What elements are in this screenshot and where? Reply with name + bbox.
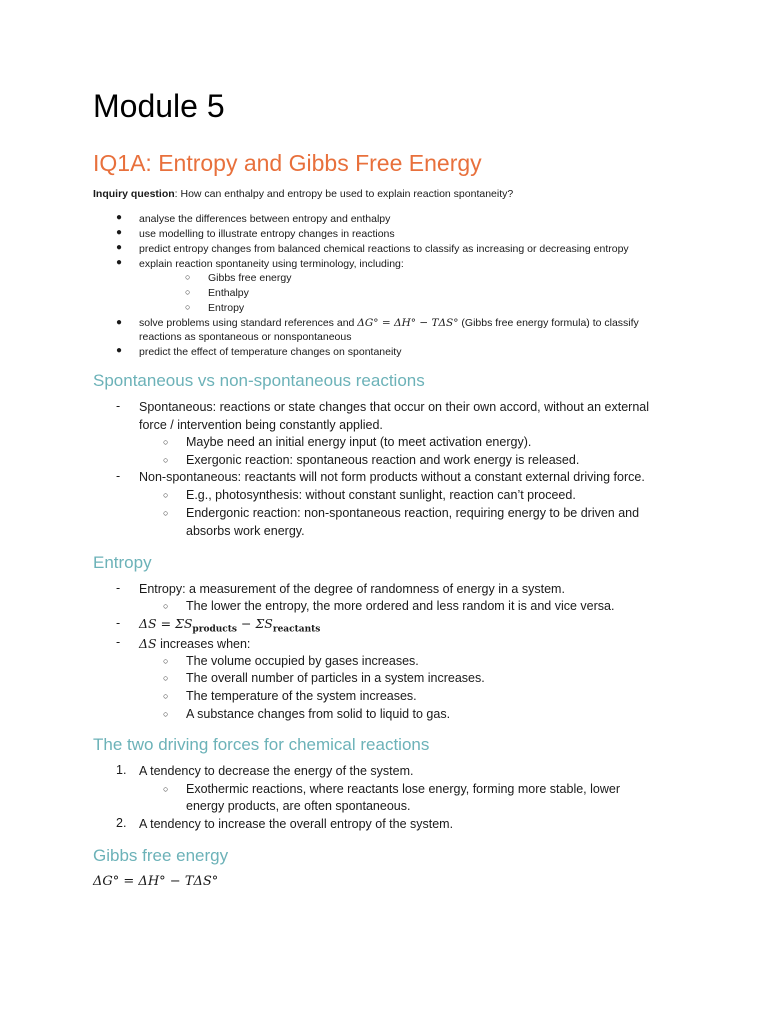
objective-formula-item [139, 316, 639, 330]
inquiry-question [93, 187, 513, 201]
spontaneous-heading: Spontaneous vs non-spontaneous reactions [93, 371, 425, 390]
entropy-formula-mid: − ΣS [237, 616, 273, 631]
entropy-increase-condition: The temperature of the system increases. [186, 689, 417, 703]
spontaneous-sub-item: Maybe need an initial energy input (to meet activation energy). [186, 435, 532, 449]
dash-bullet: - [116, 635, 121, 649]
dash-bullet: - [116, 399, 121, 413]
bullet-icon: ● [116, 345, 123, 356]
circle-bullet-icon: ○ [185, 302, 191, 312]
objective-sub-item: Entropy [208, 302, 245, 314]
inquiry-text: : How can enthalpy and entropy be used to explain reaction spontaneity? [174, 188, 514, 200]
nonspontaneous-sub-item-line2: absorbs work energy. [186, 524, 305, 538]
spontaneous-item-line2: force / intervention being constantly applied. [139, 418, 383, 432]
section-title: IQ1A: Entropy and Gibbs Free Energy [93, 150, 482, 176]
nonspontaneous-item: Non-spontaneous: reactants will not form products without a constant external driving force. [139, 470, 645, 484]
circle-bullet-icon: ○ [163, 508, 169, 518]
objective-item: analyse the differences between entropy and enthalpy [139, 213, 391, 225]
circle-bullet-icon: ○ [163, 691, 169, 701]
inquiry-label: Inquiry question [93, 188, 175, 200]
entropy-formula-sub-reactants: reactants [272, 624, 321, 635]
entropy-formula-main: ΔS = ΣS [139, 616, 193, 631]
objective-formula-math: ΔG° = ΔH° − TΔS° [357, 317, 459, 329]
driving-force-item: A tendency to increase the overall entropy of the system. [139, 817, 454, 831]
objective-sub-item: Gibbs free energy [208, 272, 292, 284]
bullet-icon: ● [116, 227, 123, 238]
driving-forces-heading: The two driving forces for chemical reactions [93, 735, 430, 754]
bullet-icon: ● [116, 317, 123, 328]
gibbs-formula: ΔG° = ΔH° − TΔS° [93, 874, 219, 889]
entropy-increase-condition: The overall number of particles in a system increases. [186, 671, 485, 685]
entropy-definition: Entropy: a measurement of the degree of randomness of energy in a system. [139, 582, 565, 596]
entropy-increase-condition: A substance changes from solid to liquid to gas. [186, 707, 451, 721]
circle-bullet-icon: ○ [163, 455, 169, 465]
bullet-icon: ● [116, 257, 123, 268]
entropy-sub-item: The lower the entropy, the more ordered and less random it is and vice versa. [186, 599, 615, 613]
driving-force-item: A tendency to decrease the energy of the system. [139, 764, 414, 778]
dash-bullet: - [116, 469, 121, 483]
nonspontaneous-sub-item: E.g., photosynthesis: without constant sunlight, reaction can’t proceed. [186, 488, 576, 502]
objective-item: use modelling to illustrate entropy changes in reactions [139, 228, 395, 240]
circle-bullet-icon: ○ [185, 272, 191, 282]
objective-item: predict entropy changes from balanced chemical reactions to classify as increasing or decreasing entropy [139, 243, 629, 255]
circle-bullet-icon: ○ [163, 601, 169, 611]
circle-bullet-icon: ○ [163, 673, 169, 683]
objective-formula-suffix: (Gibbs free energy formula) to classify [458, 317, 639, 329]
objective-sub-item: Enthalpy [208, 287, 249, 299]
gibbs-heading: Gibbs free energy [93, 846, 229, 865]
driving-force-sub-line2: energy products, are often spontaneous. [186, 799, 411, 813]
bullet-icon: ● [116, 242, 123, 253]
list-number: 2. [116, 816, 127, 830]
spontaneous-sub-item: Exergonic reaction: spontaneous reaction and work energy is released. [186, 453, 580, 467]
objective-item: predict the effect of temperature changes on spontaneity [139, 346, 402, 358]
nonspontaneous-sub-item-line1: Endergonic reaction: non-spontaneous reaction, requiring energy to be driven and [186, 506, 640, 520]
entropy-increases-item [139, 635, 250, 653]
objective-formula-line2: reactions as spontaneous or nonspontaneous [139, 331, 352, 343]
circle-bullet-icon: ○ [163, 437, 169, 447]
module-title: Module 5 [93, 88, 225, 124]
dash-bullet: - [116, 616, 121, 630]
circle-bullet-icon: ○ [163, 490, 169, 500]
entropy-increase-condition: The volume occupied by gases increases. [186, 654, 419, 668]
circle-bullet-icon: ○ [163, 656, 169, 666]
objective-item: explain reaction spontaneity using terminology, including: [139, 258, 404, 270]
dash-bullet: - [116, 581, 121, 595]
objective-formula-prefix: solve problems using standard references and [139, 317, 358, 329]
entropy-formula-sub-products: products [192, 624, 237, 635]
circle-bullet-icon: ○ [163, 709, 169, 719]
entropy-increases-text: increases when: [156, 637, 251, 651]
entropy-symbol: ΔS [139, 636, 157, 651]
spontaneous-item-line1: Spontaneous: reactions or state changes that occur on their own accord, without an external [139, 400, 650, 414]
bullet-icon: ● [116, 212, 123, 223]
driving-force-sub-line1: Exothermic reactions, where reactants lose energy, forming more stable, lower [186, 782, 620, 796]
list-number: 1. [116, 763, 127, 777]
entropy-heading: Entropy [93, 553, 152, 572]
circle-bullet-icon: ○ [185, 287, 191, 297]
circle-bullet-icon: ○ [163, 784, 169, 794]
